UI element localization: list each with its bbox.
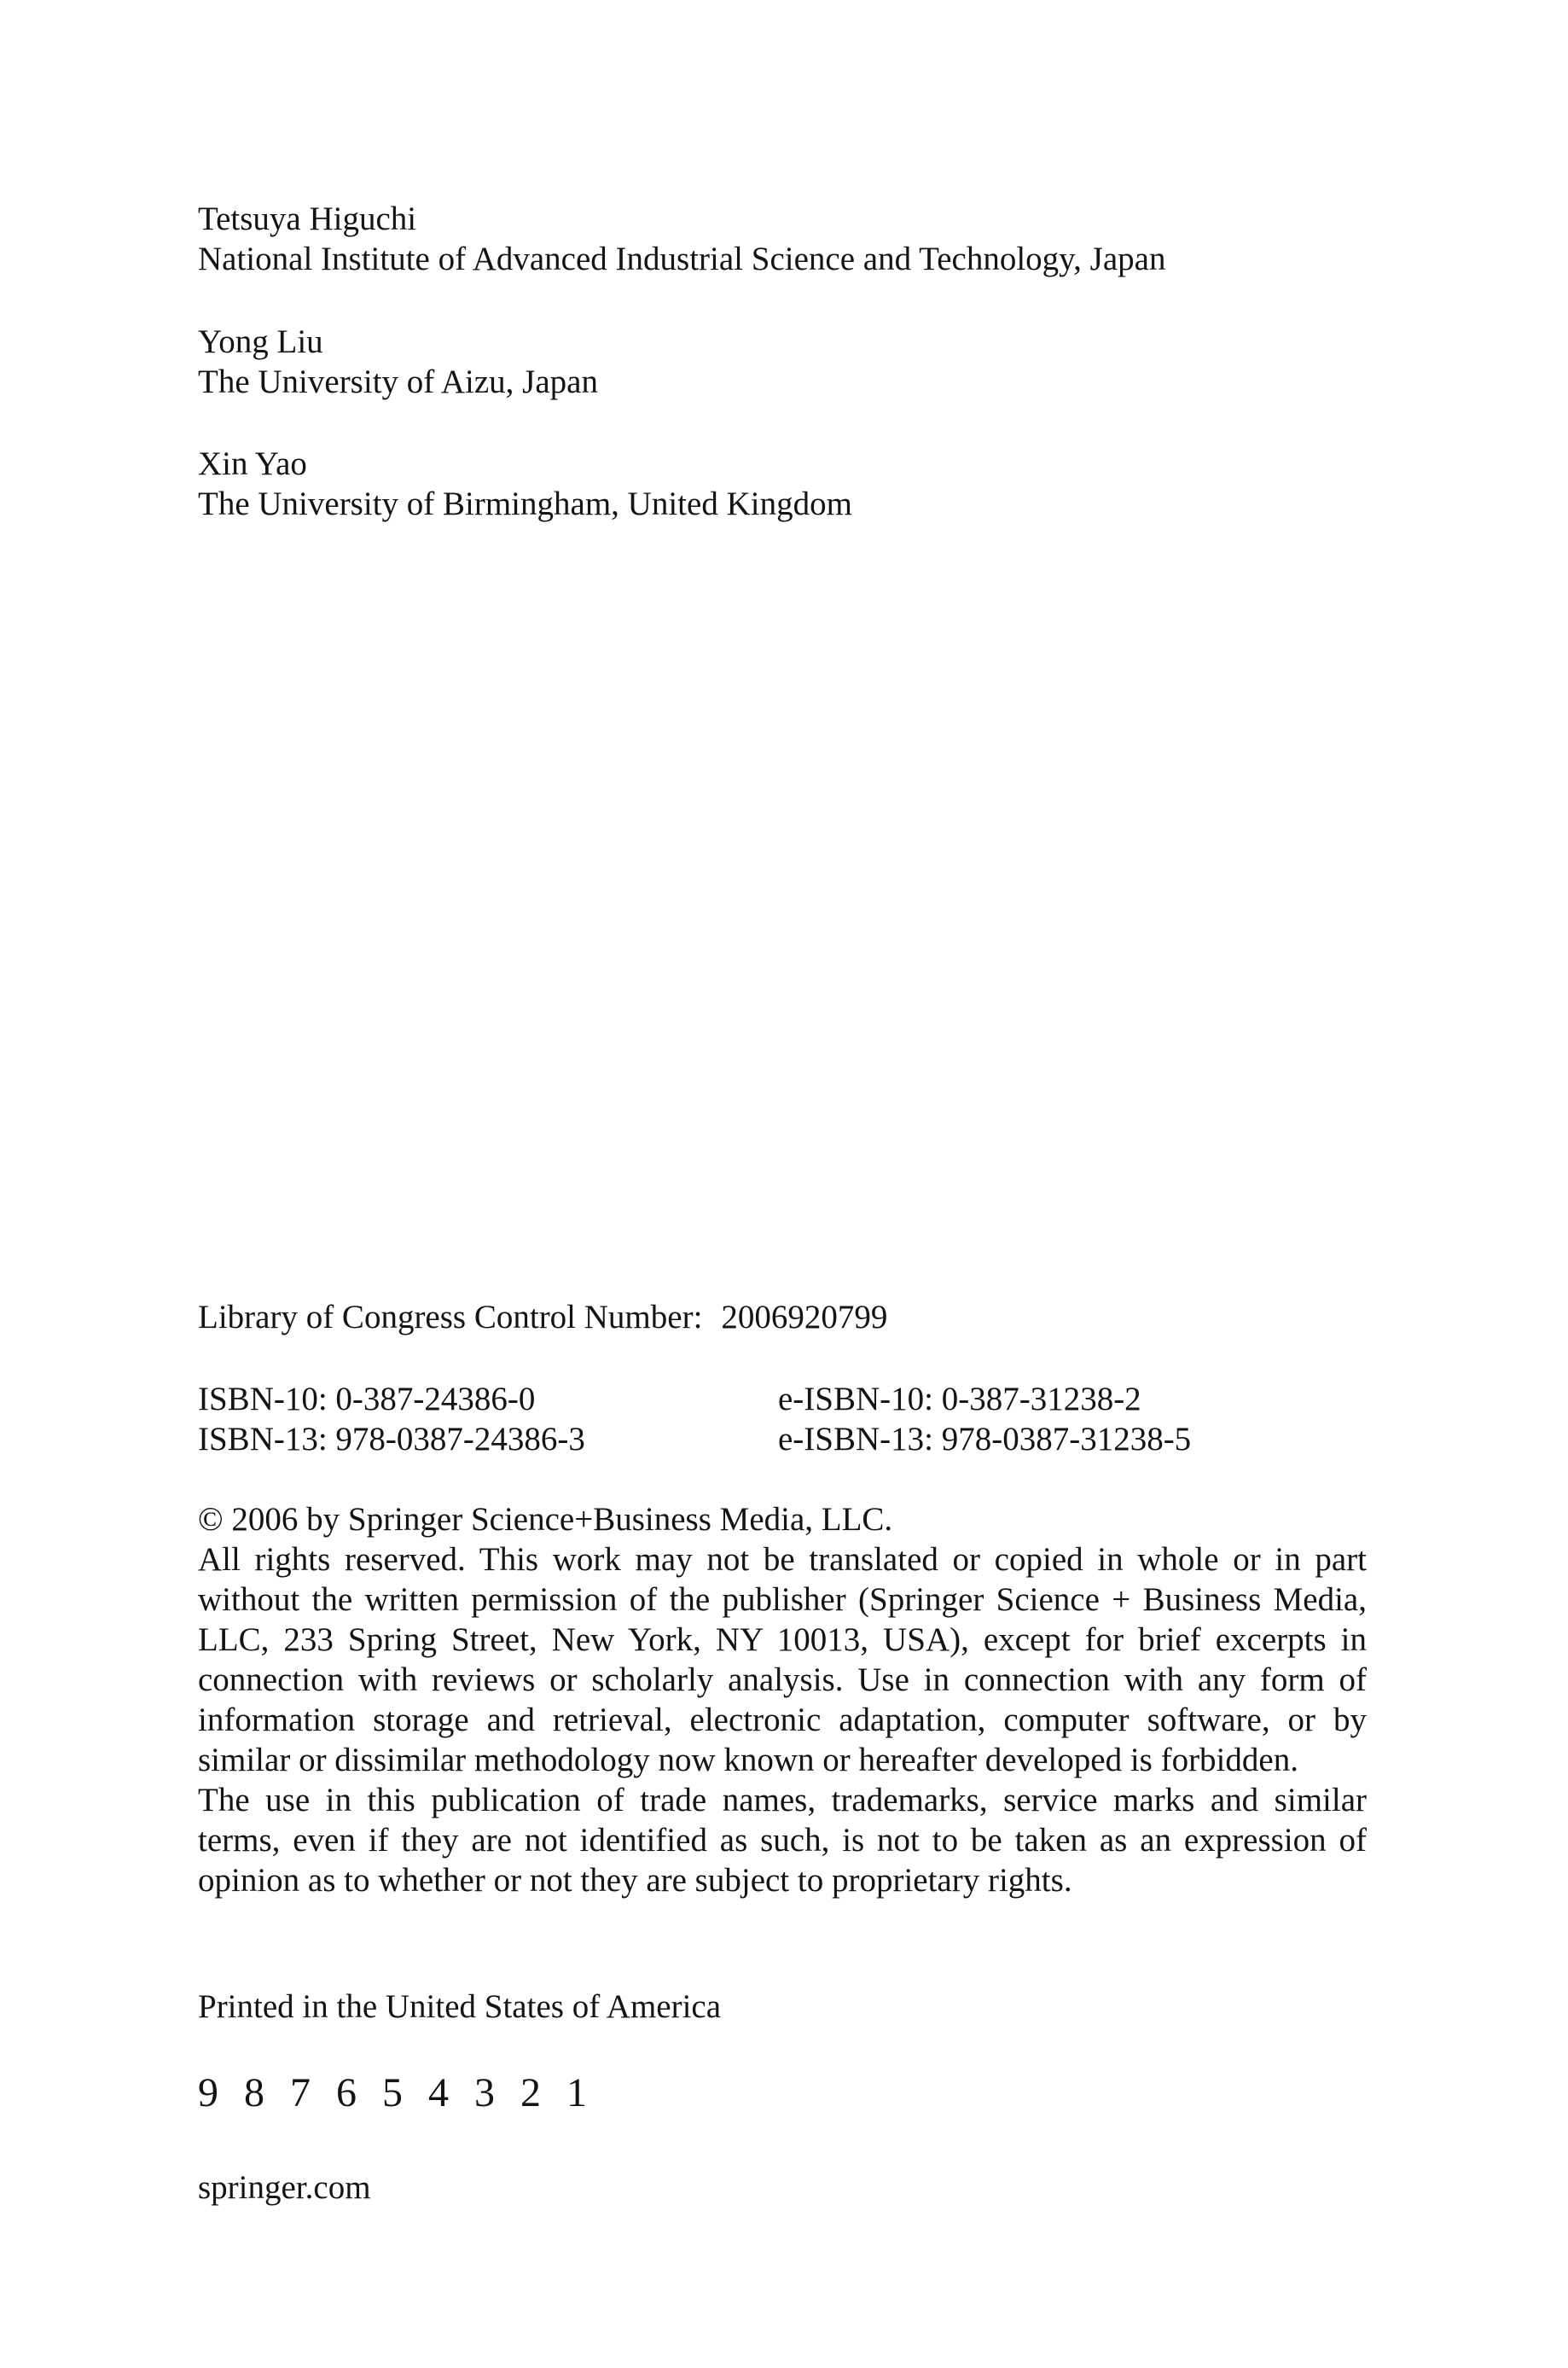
author-entry [198,322,1375,402]
author-entry [198,444,1375,524]
author-entry [198,199,1375,279]
printer-key: 9 8 7 6 5 4 3 2 1 [198,2070,595,2115]
rights-paragraph: All rights reserved. This work may not be translated or copied in whole or in part without the written permission of the publisher (Springer Science + Business Media, LLC, 233 Spring Street, New York, NY 10013, USA), except for brief excerpts in connection with reviews or scholarly analysis. Use in connection with any form of information storage and retrieval, electronic adaptation, computer software, or by similar or dissimilar methodology now known or hereafter developed is forbidden. [198,1541,1367,1778]
lccn-value: 2006920799 [721,1299,888,1335]
isbn-13: ISBN-13: 978-0387-24386-3 [198,1421,585,1457]
eisbn-10: e-ISBN-10: 0-387-31238-2 [778,1381,1141,1417]
isbn-10: ISBN-10: 0-387-24386-0 [198,1381,536,1417]
author-name: Yong Liu [198,323,323,360]
copyright-line: © 2006 by Springer Science+Business Media, LLC. [198,1501,893,1538]
isbn-block [198,1379,1375,1459]
isbn-row-10 [198,1379,1375,1419]
copyright-notice [198,1499,1367,1900]
printed-in: Printed in the United States of America [198,1988,722,2025]
lccn-line [198,1297,1375,1337]
isbn-row-13 [198,1419,1375,1459]
publisher-website: springer.com [198,2169,371,2206]
eisbn-13: e-ISBN-13: 978-0387-31238-5 [778,1421,1192,1457]
author-affiliation: National Institute of Advanced Industrial Science and Technology, Japan [198,241,1166,277]
trademark-paragraph: The use in this publication of trade names, trademarks, service marks and similar terms, even if they are not identified as such, is not to be taken as an expression of opinion as to whether or not they are subject to proprietary rights. [198,1782,1367,1899]
author-name: Xin Yao [198,445,307,482]
lccn-label: Library of Congress Control Number: [198,1299,703,1335]
author-name: Tetsuya Higuchi [198,201,417,237]
author-affiliation: The University of Aizu, Japan [198,364,598,400]
author-affiliation: The University of Birmingham, United Kingdom [198,486,852,522]
